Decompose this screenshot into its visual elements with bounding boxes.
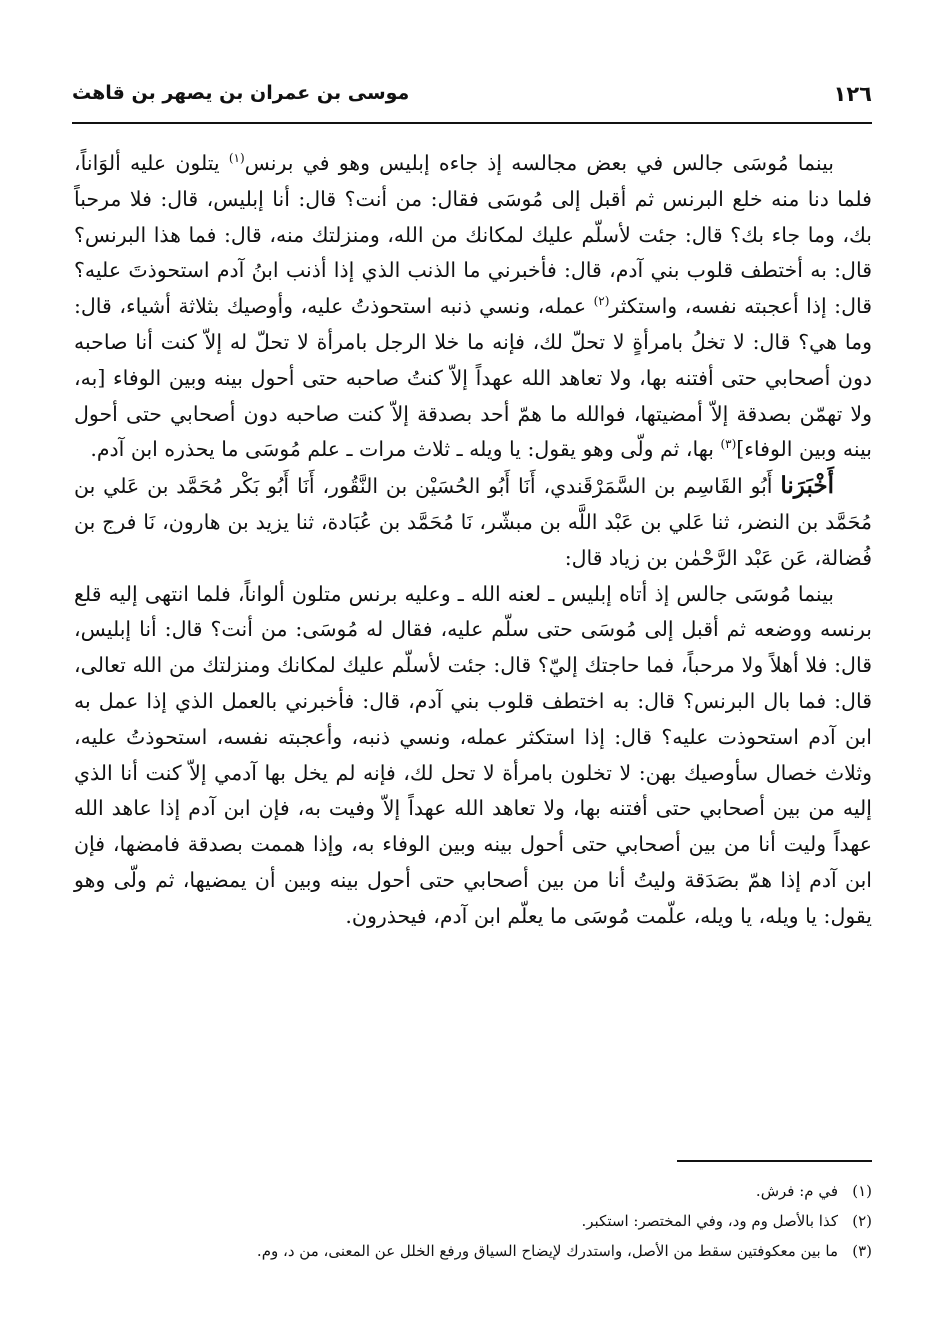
paragraph-2-isnad: أَخْبَرَنا أَبُو القَاسِم بن السَّمَرْقَندي، أَنَا أَبُو الحُسَيْن بن النَّقُور، أَنَا أَبُو بَكْر مُحَمَّد بن عَلي بن مُحَمَّد بن النضر، ثنا عَلي بن عَبْد اللَّه بن مبشّر، نَا مُحَمَّد بن عُبَادة، ثنا يزيد بن هارون، نَا فرج بن فُضالة، عَن عَبْد الرَّحْمٰن بن زياد قال: xyxy=(74,472,872,570)
footnote-3: (٣)ما بين معكوفتين سقط من الأصل، واستدرك لإيضاح السياق ورفع الخلل عن المعنى، من د، وم. xyxy=(256,1242,872,1260)
footnotes xyxy=(74,1176,872,1266)
main-text xyxy=(74,146,872,935)
isnad-label: أَخْبَرَنا xyxy=(780,472,834,500)
footnote-1: (١)في م: فرش. xyxy=(755,1182,872,1200)
footnote-2: (٢)كذا بالأصل وم ود، وفي المختصر: استكبر. xyxy=(581,1212,872,1230)
footnote-ref-3[interactable]: (٣) xyxy=(720,437,737,452)
running-title: موسى بن عمران بن يصهر بن قاهث xyxy=(72,82,410,104)
paragraph-1: بينما مُوسَى جالس في بعض مجالسه إذ جاءه إبليس وهو في برنس$^{(١)}$ يتلون عليه ألوَاناً، فلما دنا منه خلع البرنس ثم أقبل إلى مُوسَى فقال: من أنت؟ قال: أنا إبليس، قال: فلا مرحباً بك، وما جاء بك؟ قال: جئت لأسلّم عليك لمكانك من الله، ومنزلتك منه، قال: فما هذا البرنس؟ قال: به أختطف قلوب بني آدم، قال: فأخبرني ما الذنب الذي إذا أذنب ابنُ آدم استحوذتَ عليه؟ قال: إذا أعجبته نفسه، واستكثر$^{(٢)}$ عمله، ونسي ذنبه استحوذتُ عليه، وأوصيك بثلاثة أشياء، قال: وما هي؟ قال: لا تخلُ بامرأةٍ لا تحلّ لك، فإنه ما خلا الرجل بامرأة لا تحلّ له إلاّ كنت أنا صاحبه دون أصحابي حتى أفتنه بها، ولا تعاهد الله عهداً إلاّ كنتُ صاحبه حتى أحول بينه وبين الوفاء [به، ولا تهمّن بصدقة إلاّ أمضيتها، فوالله ما همّ أحد بصدقة إلاّ كنت صاحبه دون أصحابي حتى أحول بينه وبين الوفاء]$^{(٣)}$ بها، ثم ولّى وهو يقول: يا ويله ـ ثلاث مرات ـ علم مُوسَى ما يحذره ابن آدم. xyxy=(74,151,873,462)
footnote-rule xyxy=(677,1160,872,1162)
page-number: ١٢٦ xyxy=(833,82,872,106)
footnote-ref-2[interactable]: (٢) xyxy=(593,294,610,309)
header-rule xyxy=(72,122,872,124)
footnote-ref-1[interactable]: (١) xyxy=(228,151,245,166)
paragraph-3: بينما مُوسَى جالس إذ أتاه إبليس ـ لعنه الله ـ وعليه برنس متلون ألواناً، فلما انتهى إليه قلع برنسه ووضعه ثم أقبل إلى مُوسَى حتى سلّم عليه، فقال له مُوسَى: من أنت؟ قال: أنا إبليس، قال: فلا أهلاً ولا مرحباً، فما حاجتك إليّ؟ قال: جئت لأسلّم عليك لمكانك ومنزلتك من الله تعالى، قال: فما بال البرنس؟ قال: به اختطف قلوب بني آدم، قال: فأخبرني بالعمل الذي إذا عمل به ابن آدم استحوذت عليه؟ قال: إذا استكثر عمله، ونسي ذنبه، وأعجبته نفسه، استحوذتُ عليه، وثلاث خصال سأوصيك بهن: لا تخلون بامرأة لا تحل لك، فإنه لم يخل بها آدمي إلاّ كنت أنا الذي إليه من بين أصحابي حتى أفتنه بها، ولا تعاهد الله عهداً إلاّ وفيت به، فإن ابن آدم إذا عاهد الله عهداً وليت أنا من بين أصحابي حتى أحول بينه وبين الوفاء به، وإذا هممت بصدقة فامضها، فإن ابن آدم إذا همّ بصَدَقة وليتُ أنا من بين أصحابي حتى أحول بينه وبين أن يمضيها، ثم ولّى وهو يقول: يا ويله، يا ويله، علّمت مُوسَى ما يعلّم ابن آدم، فيحذرون. xyxy=(74,581,872,928)
page-header xyxy=(72,78,872,118)
